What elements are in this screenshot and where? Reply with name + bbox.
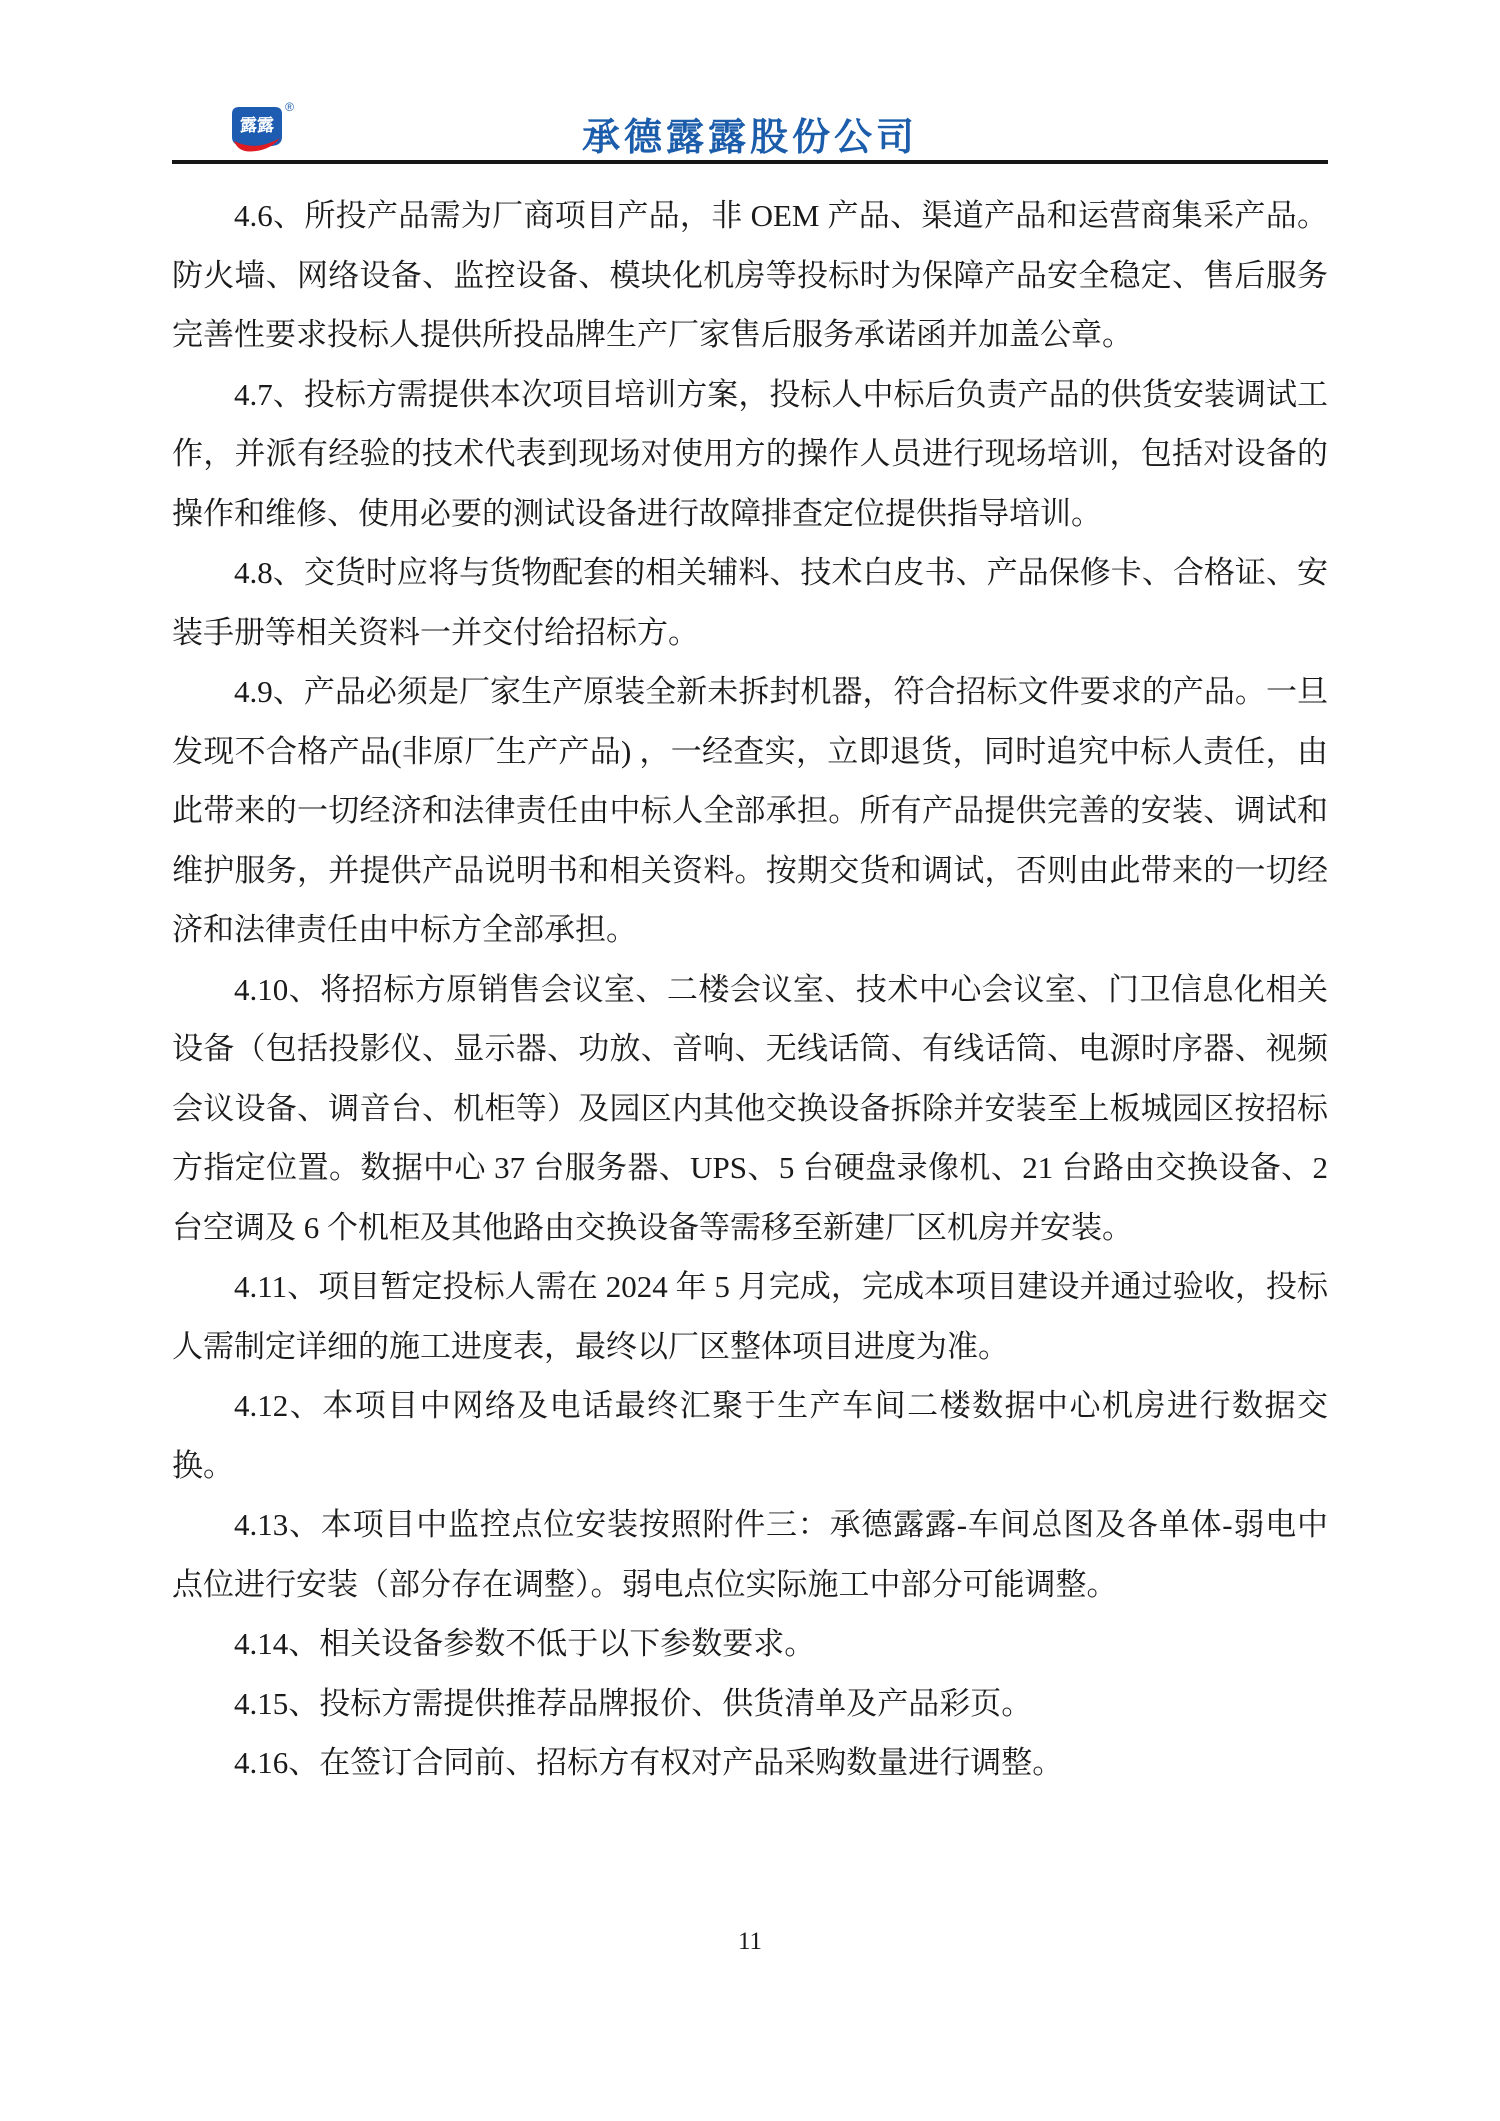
document-body [172, 186, 1328, 1793]
company-title: 承德露露股份公司 [581, 117, 918, 159]
paragraph-4-16: 4.16、在签订合同前、招标方有权对产品采购数量进行调整。 [234, 1745, 1064, 1780]
logo-label: 露露 [240, 116, 274, 135]
paragraph-4-13: 4.13、本项目中监控点位安装按照附件三：承德露露-车间总图及各单体-弱电中点位进行安装（部分存在调整）。弱电点位实际施工中部分可能调整。 [172, 1507, 1328, 1602]
paragraph-4-9: 4.9、产品必须是厂家生产原装全新未拆封机器，符合招标文件要求的产品。一旦发现不合格产品(非原厂生产产品) ，一经查实，立即退货，同时追究中标人责任，由此带来的一切经济和法律责任由中标人全部承担。所有产品提供完善的安装、调试和维护服务，并提供产品说明书和相关资料。按期交货和调试，否则由此带来的一切经济和法律责任由中标方全部承担。 [172, 674, 1328, 947]
header-divider [172, 160, 1328, 164]
paragraph-4-12: 4.12、本项目中网络及电话最终汇聚于生产车间二楼数据中心机房进行数据交换。 [172, 1388, 1328, 1483]
paragraph-4-11: 4.11、项目暂定投标人需在 2024 年 5 月完成，完成本项目建设并通过验收，投标人需制定详细的施工进度表，最终以厂区整体项目进度为准。 [172, 1269, 1328, 1364]
page-header [172, 0, 1328, 170]
paragraph-4-15: 4.15、投标方需提供推荐品牌报价、供货清单及产品彩页。 [234, 1685, 1033, 1721]
paragraph-4-8: 4.8、交货时应将与货物配套的相关辅料、技术白皮书、产品保修卡、合格证、安装手册等相关资料一并交付给招标方。 [172, 555, 1328, 650]
paragraph-4-14: 4.14、相关设备参数不低于以下参数要求。 [234, 1626, 816, 1661]
registered-trademark-icon: ® [285, 100, 294, 114]
paragraph-4-7: 4.7、投标方需提供本次项目培训方案，投标人中标后负责产品的供货安装调试工作，并派有经验的技术代表到现场对使用方的操作人员进行现场培训，包括对设备的操作和维修、使用必要的测试设备进行故障排查定位提供指导培训。 [172, 376, 1328, 531]
page-footer [0, 1928, 1500, 1956]
page-number: 11 [737, 1928, 763, 1955]
paragraph-4-10: 4.10、将招标方原销售会议室、二楼会议室、技术中心会议室、门卫信息化相关设备（包括投影仪、显示器、功放、音响、无线话筒、有线话筒、电源时序器、视频会议设备、调音台、机柜等）及园区内其他交换设备拆除并安装至上板城园区按招标方指定位置。数据中心 37 台服务器、UPS、5 台硬盘录像机、21 台路由交换设备、2 台空调及 6 个机柜及其他路由交换设备等需移至新建厂区机房并安装。 [172, 971, 1328, 1245]
paragraph-4-6: 4.6、所投产品需为厂商项目产品，非 OEM 产品、渠道产品和运营商集采产品。防火墙、网络设备、监控设备、模块化机房等投标时为保障产品安全稳定、售后服务完善性要求投标人提供所投品牌生产厂家售后服务承诺函并加盖公章。 [172, 198, 1328, 352]
